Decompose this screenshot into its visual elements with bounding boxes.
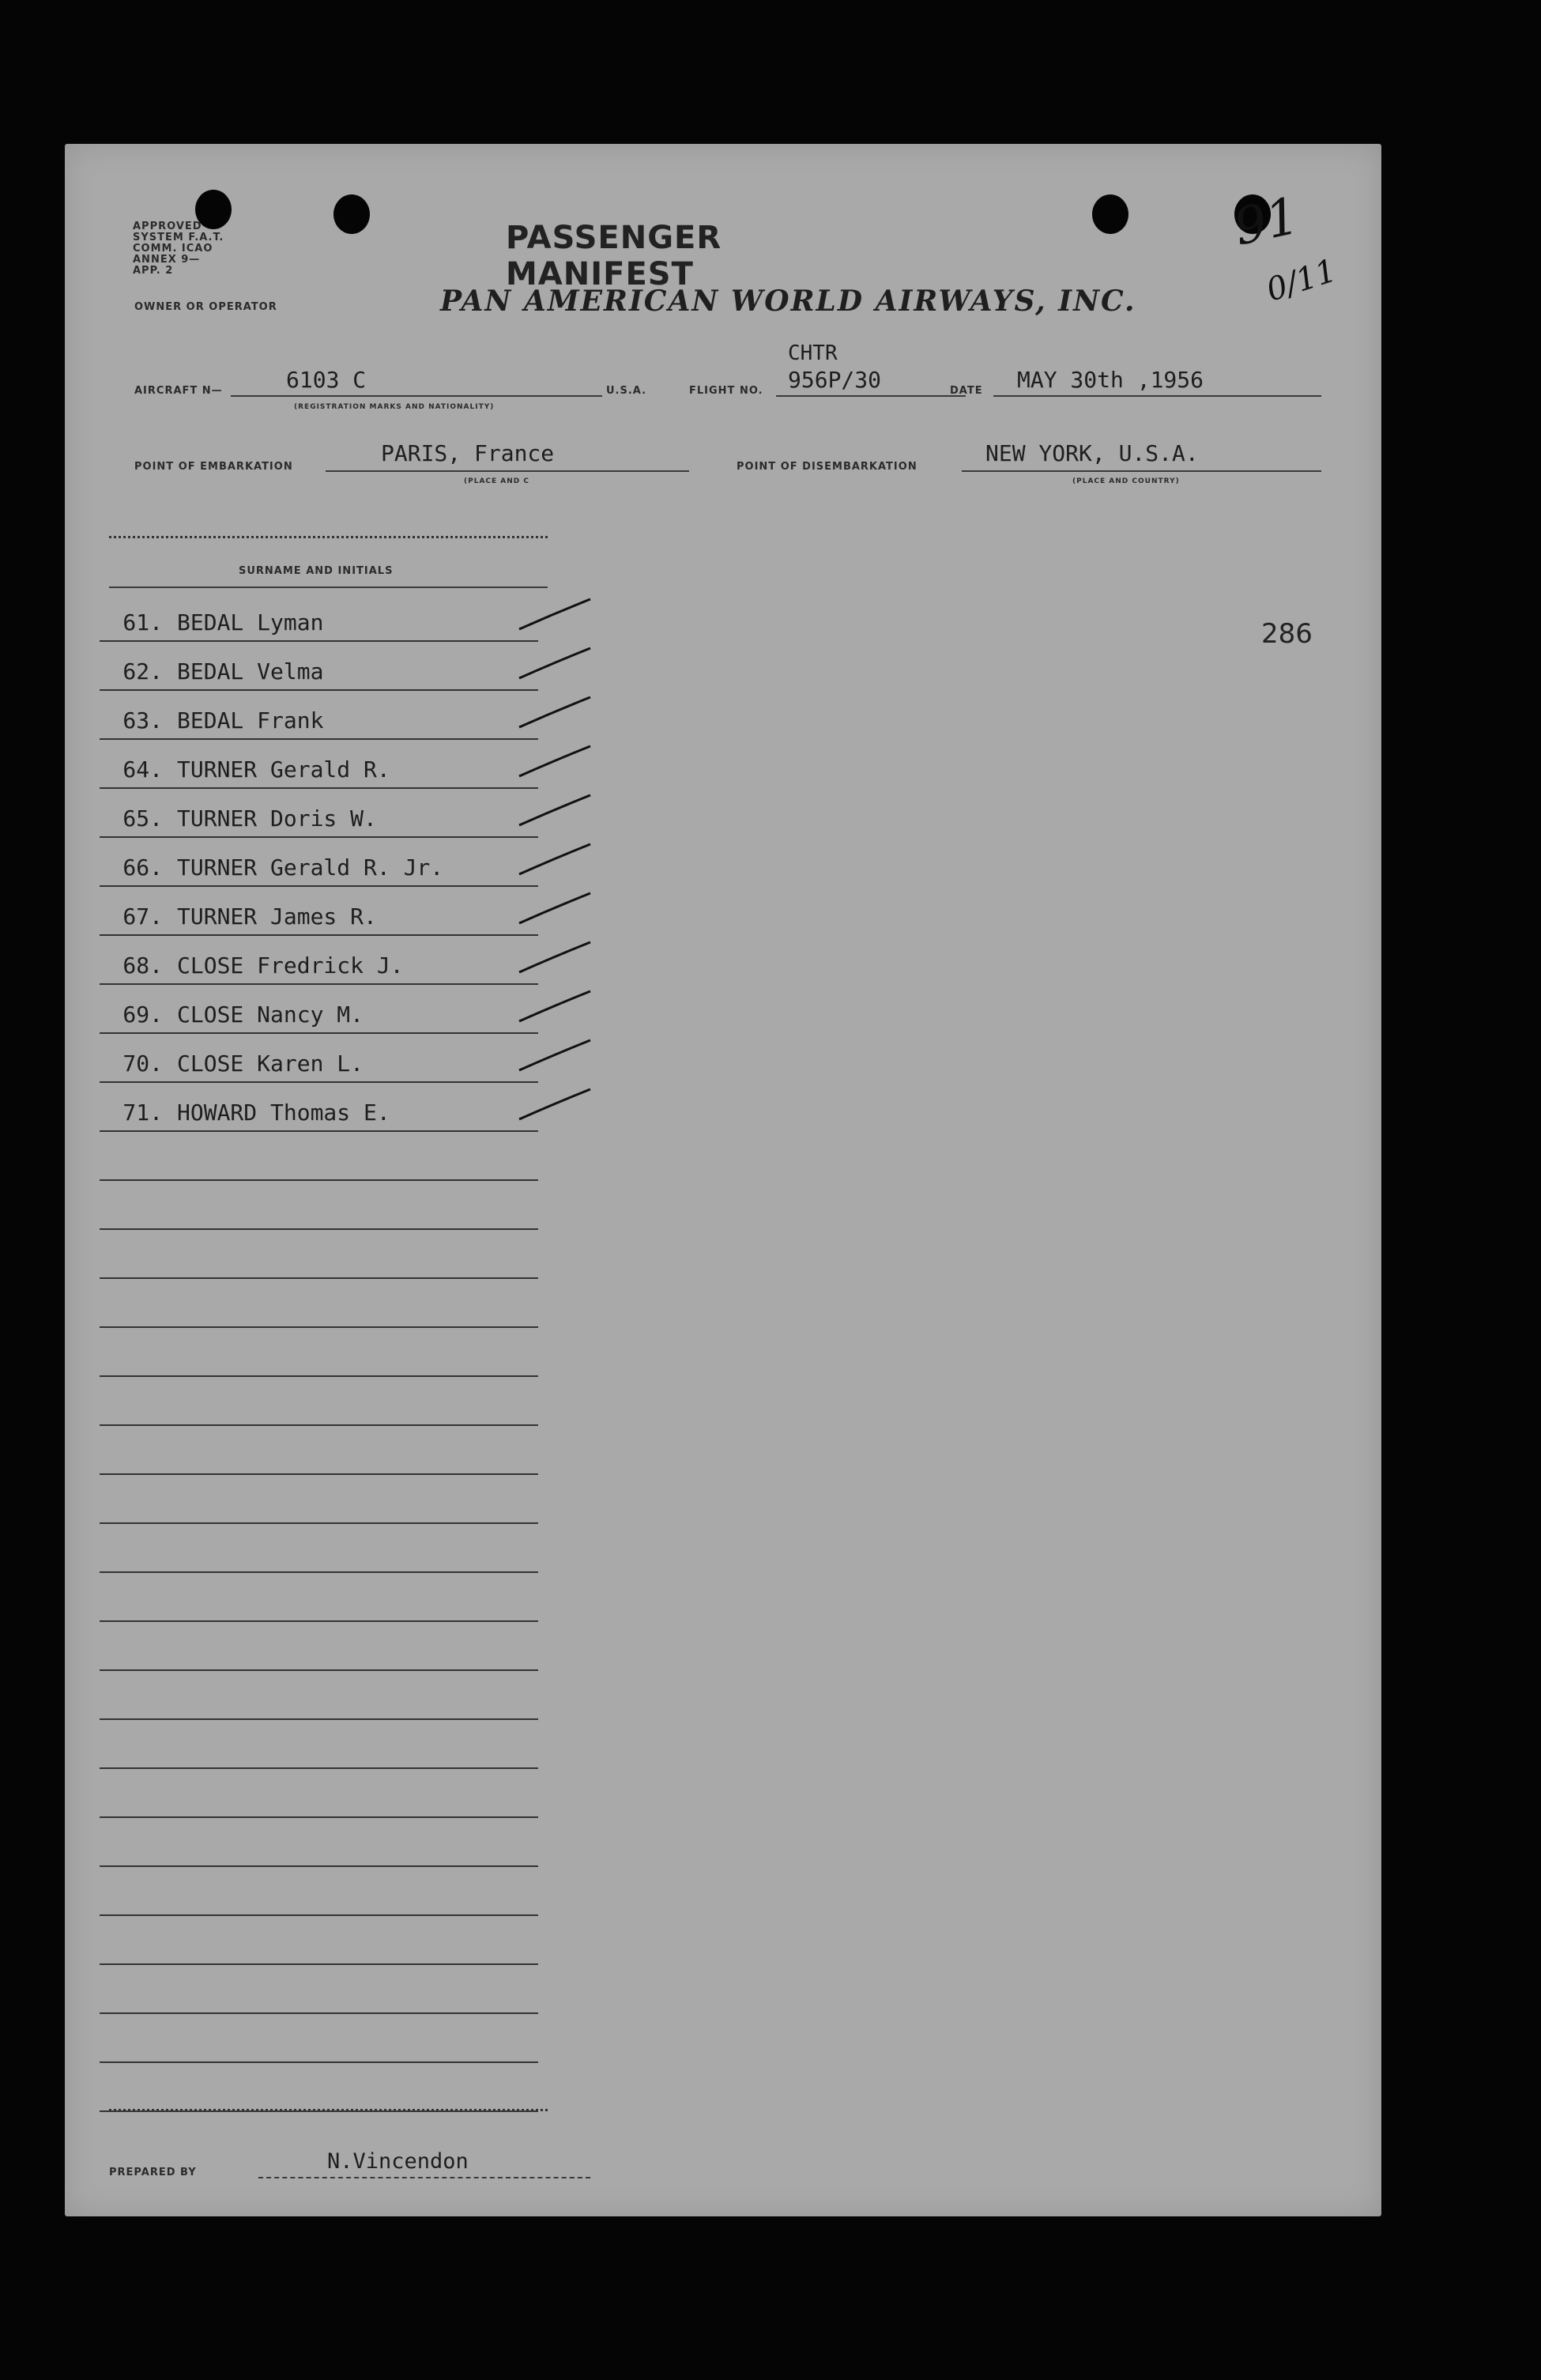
approval-note: APPROVED SYSTEM F.A.T. COMM. ICAO ANNEX 9—APP. 2 [133, 221, 224, 277]
empty-row [100, 1669, 538, 1720]
header-underline [109, 587, 548, 588]
table-row [100, 885, 538, 936]
aircraft-value: 6103 C [286, 367, 367, 393]
passenger-name: CLOSE Nancy M. [177, 1001, 364, 1028]
flight-label: FLIGHT NO. [689, 385, 763, 397]
aircraft-label: AIRCRAFT N— [134, 385, 223, 397]
table-row [100, 934, 538, 985]
date-label: DATE [950, 385, 983, 397]
punch-hole [1092, 194, 1128, 234]
empty-row [100, 1375, 538, 1426]
empty-row [100, 2061, 538, 2112]
page-number: 286 [1261, 618, 1313, 650]
empty-row [100, 1522, 538, 1573]
aircraft-line [231, 395, 602, 397]
passenger-name: BEDAL Lyman [177, 609, 324, 636]
prepared-line [258, 2177, 590, 2178]
row-number: 62. [122, 658, 163, 685]
flight-value: 956P/30 [788, 367, 882, 393]
row-number: 63. [122, 707, 163, 734]
empty-row [100, 1326, 538, 1377]
row-number: 66. [122, 854, 163, 881]
passenger-name: BEDAL Frank [177, 707, 324, 734]
manifest-sheet [65, 144, 1381, 2216]
row-number: 61. [122, 609, 163, 636]
empty-row [100, 1816, 538, 1867]
row-number: 70. [122, 1050, 163, 1077]
table-row [100, 983, 538, 1034]
table-row [100, 836, 538, 887]
row-number: 67. [122, 903, 163, 930]
empty-row [100, 1571, 538, 1622]
flight-prefix: CHTR [788, 341, 838, 365]
disembark-label: POINT OF DISEMBARKATION [737, 461, 917, 473]
passenger-name: TURNER James R. [177, 903, 377, 930]
row-number: 68. [122, 952, 163, 979]
prepared-value: N.Vincendon [327, 2149, 469, 2174]
empty-row [100, 1473, 538, 1524]
punch-hole [333, 194, 370, 234]
passenger-name: TURNER Gerald R. Jr. [177, 854, 444, 881]
disembark-line [962, 470, 1321, 472]
table-row [100, 640, 538, 691]
header-rule [109, 536, 548, 538]
owner-label: OWNER OR OPERATOR [134, 301, 277, 313]
row-number: 71. [122, 1099, 163, 1126]
date-line [993, 395, 1321, 397]
empty-row [100, 1865, 538, 1916]
disembark-value: NEW YORK, U.S.A. [985, 440, 1199, 466]
usa-label: U.S.A. [606, 385, 647, 397]
passenger-name: BEDAL Velma [177, 658, 324, 685]
empty-row [100, 1963, 538, 2014]
table-row [100, 787, 538, 838]
row-number: 65. [122, 805, 163, 832]
footer-rule [109, 2109, 548, 2111]
empty-row [100, 1277, 538, 1328]
empty-row [100, 1914, 538, 1965]
table-row [100, 738, 538, 789]
passenger-name: CLOSE Karen L. [177, 1050, 364, 1077]
empty-row [100, 1179, 538, 1230]
table-row [100, 1032, 538, 1083]
empty-row [100, 1228, 538, 1279]
empty-row [100, 2012, 538, 2063]
corner-fraction: 0/11 [1262, 252, 1341, 309]
empty-row [100, 1130, 538, 1181]
table-row [100, 591, 538, 642]
disembark-sub-label: (PLACE AND COUNTRY) [1072, 477, 1180, 485]
embark-value: PARIS, France [381, 440, 555, 466]
empty-row [100, 1767, 538, 1818]
empty-row [100, 1718, 538, 1769]
passenger-name: TURNER Doris W. [177, 805, 377, 832]
table-row [100, 689, 538, 740]
embark-line [326, 470, 689, 472]
prepared-label: PREPARED BY [109, 2167, 197, 2178]
passenger-name: HOWARD Thomas E. [177, 1099, 390, 1126]
aircraft-sub-label: (REGISTRATION MARKS AND NATIONALITY) [294, 403, 495, 411]
embark-label: POINT OF EMBARKATION [134, 461, 293, 473]
empty-row [100, 1620, 538, 1671]
owner-value: PAN AMERICAN WORLD AIRWAYS, INC. [440, 285, 1136, 318]
flight-line [776, 395, 966, 397]
corner-note: 91 [1229, 187, 1305, 258]
table-row [100, 1081, 538, 1132]
passenger-name: CLOSE Fredrick J. [177, 952, 404, 979]
empty-row [100, 1424, 538, 1475]
row-number: 64. [122, 756, 163, 783]
column-header: SURNAME AND INITIALS [239, 565, 394, 577]
embark-sub-label: (PLACE AND C [464, 477, 530, 485]
passenger-name: TURNER Gerald R. [177, 756, 390, 783]
date-value: MAY 30th ,1956 [1017, 367, 1204, 393]
form-title: PASSENGER MANIFEST [506, 220, 722, 292]
row-number: 69. [122, 1001, 163, 1028]
